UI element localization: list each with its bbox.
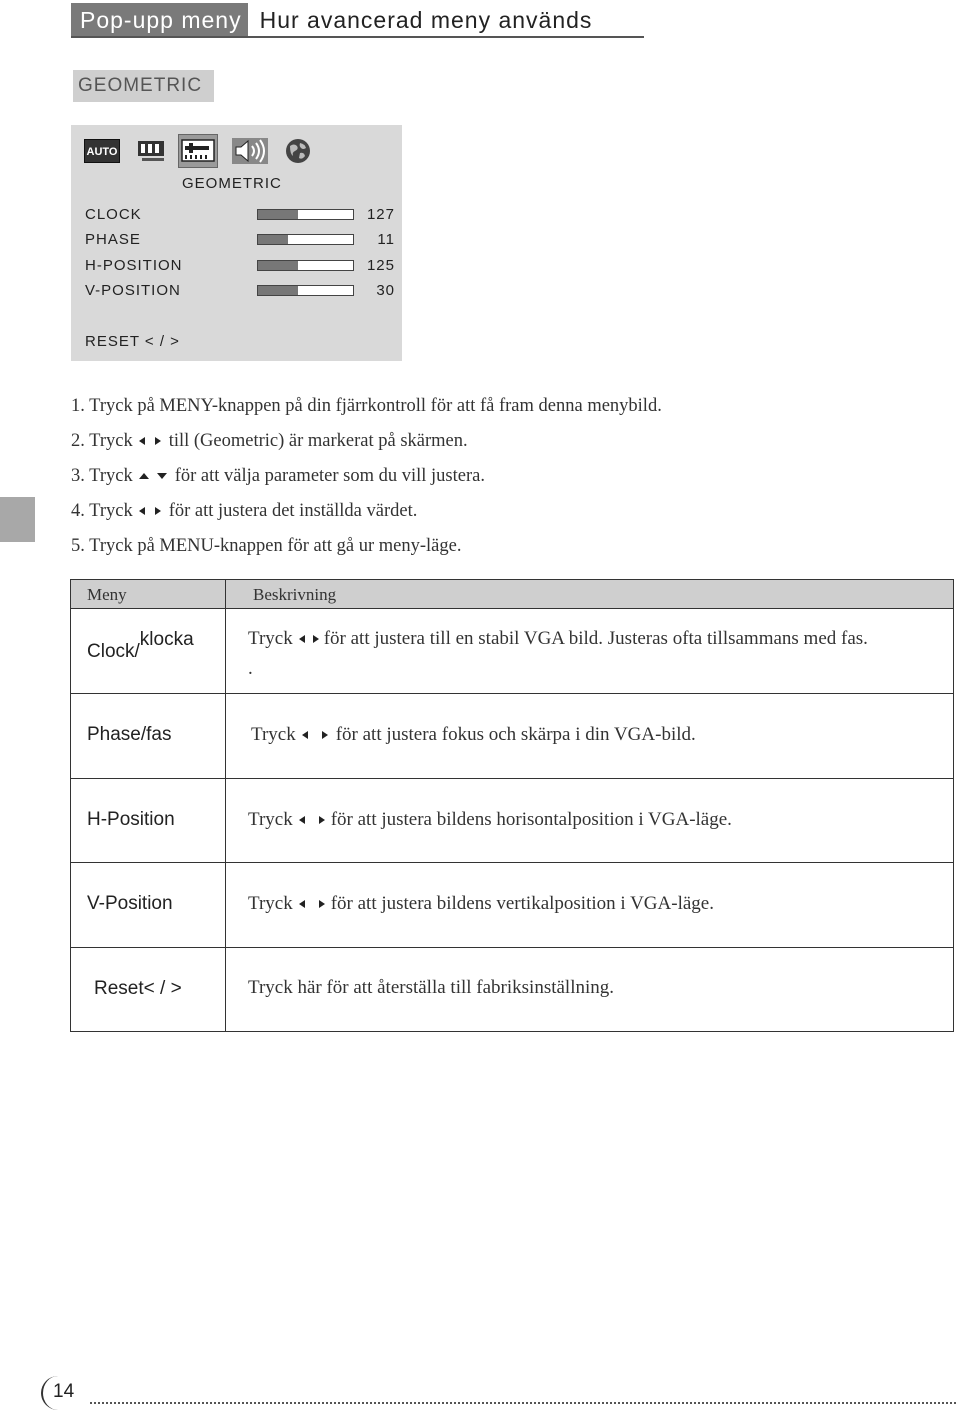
row-description: Tryck här för att återställa till fabriksinställning.: [248, 977, 615, 998]
osd-menu-panel: [71, 125, 402, 361]
picture-icon: [132, 134, 172, 168]
row-description: Tryck för att justera fokus och skärpa i din VGA-bild.: [251, 724, 696, 745]
down-arrow-icon: [157, 473, 167, 479]
osd-menu-title: GEOMETRIC: [182, 175, 282, 192]
right-arrow-icon: [313, 635, 319, 643]
left-arrow-icon: [299, 900, 305, 908]
row-name: Clock/klocka: [87, 629, 194, 662]
osd-row-value: 127: [366, 206, 395, 223]
row-description: Tryck för att justera bildens horisontalposition i VGA-läge.: [248, 809, 732, 830]
right-arrow-icon: [319, 816, 325, 824]
page-title: Hur avancerad meny används: [259, 7, 593, 33]
step-1: 1. Tryck på MENY-knappen på din fjärrkontroll för att få fram denna menybild.: [71, 396, 662, 416]
table-header-row: [71, 580, 953, 609]
osd-row-label: PHASE: [85, 231, 141, 248]
osd-row-value: 125: [366, 257, 395, 274]
osd-row-value: 30: [376, 282, 395, 299]
osd-row-label: V-POSITION: [85, 282, 181, 299]
page-header: [71, 3, 592, 37]
geometric-icon: [178, 134, 218, 168]
globe-icon: [278, 134, 318, 168]
row-name: Reset< / >: [94, 978, 182, 999]
step-5: 5. Tryck på MENU-knappen för att gå ur meny-läge.: [71, 536, 462, 556]
step-4: 4. Tryck för att justera det inställda värdet.: [71, 501, 418, 521]
osd-row-value: 11: [377, 231, 395, 248]
row-name: H-Position: [87, 809, 175, 830]
row-name: V-Position: [87, 893, 173, 914]
column-header-description: Beskrivning: [253, 585, 337, 604]
row-name: Phase/fas: [87, 724, 172, 745]
right-arrow-icon: [155, 507, 161, 515]
osd-row-h-position[interactable]: [85, 257, 395, 275]
row-divider: [71, 862, 953, 863]
row-description: Tryck för att justera bildens vertikalposition i VGA-läge.: [248, 893, 714, 914]
footer-dotted-rule: [90, 1402, 956, 1404]
page-number: 14: [53, 1381, 75, 1402]
osd-reset-item[interactable]: RESET < / >: [85, 333, 180, 350]
osd-slider[interactable]: [257, 209, 354, 220]
osd-slider[interactable]: [257, 234, 354, 245]
row-divider: [71, 778, 953, 779]
row-divider: [71, 947, 953, 948]
section-tag: GEOMETRIC: [73, 70, 214, 102]
osd-row-label: H-POSITION: [85, 257, 183, 274]
menu-description-table: [70, 579, 954, 1032]
column-divider: [225, 580, 226, 1031]
left-arrow-icon: [299, 635, 305, 643]
left-arrow-icon: [299, 816, 305, 824]
row-description-continued: .: [248, 658, 253, 679]
osd-row-phase[interactable]: [85, 231, 395, 249]
section-tab-label: Pop-upp meny: [71, 3, 248, 37]
left-arrow-icon: [302, 731, 308, 739]
side-thumb-marker: [0, 497, 35, 542]
osd-row-clock[interactable]: [85, 206, 395, 224]
row-divider: [71, 693, 953, 694]
right-arrow-icon: [155, 437, 161, 445]
audio-icon: [230, 134, 270, 168]
step-3: 3. Tryck för att välja parameter som du vill justera.: [71, 466, 485, 486]
right-arrow-icon: [322, 731, 328, 739]
right-arrow-icon: [319, 900, 325, 908]
left-arrow-icon: [139, 437, 145, 445]
osd-slider[interactable]: [257, 285, 354, 296]
header-divider: [71, 36, 644, 38]
osd-row-v-position[interactable]: [85, 282, 395, 300]
row-description: Tryck för att justera till en stabil VGA bild. Justeras ofta tillsammans med fas.: [248, 628, 868, 649]
auto-icon: AUTO: [82, 134, 122, 168]
up-arrow-icon: [139, 473, 149, 479]
column-header-menu: Meny: [87, 585, 127, 604]
left-arrow-icon: [139, 507, 145, 515]
osd-slider[interactable]: [257, 260, 354, 271]
osd-row-label: CLOCK: [85, 206, 142, 223]
step-2: 2. Tryck till (Geometric) är markerat på skärmen.: [71, 431, 468, 451]
